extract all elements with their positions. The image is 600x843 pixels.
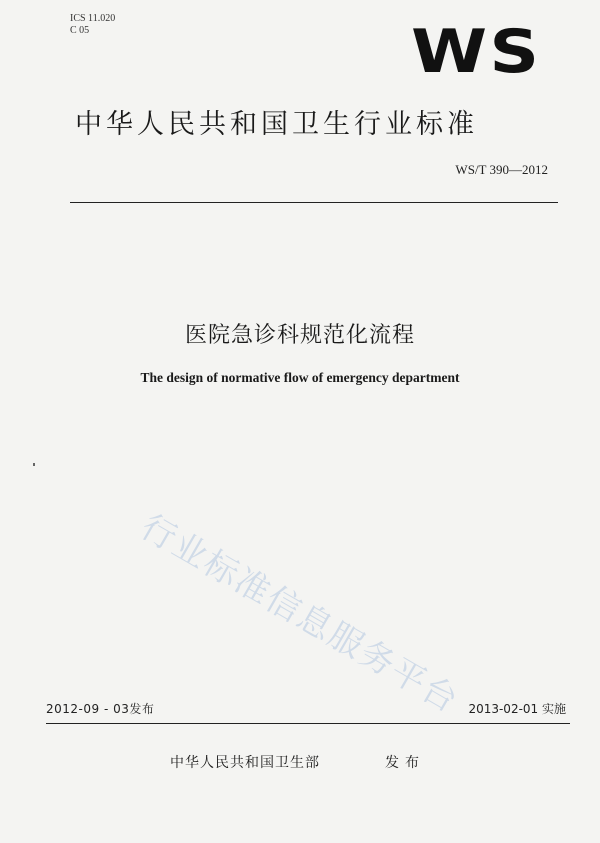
document-title-english: The design of normative flow of emergency department <box>140 370 460 385</box>
implementation-date: 2013-02-01 实施 <box>468 702 566 716</box>
footer-divider <box>46 723 570 724</box>
ics-code: ICS 11.020 <box>70 13 116 24</box>
standard-number: WS/T 390—2012 <box>455 162 548 177</box>
issuing-authority: 中华人民共和国卫生部 <box>170 755 320 771</box>
scan-speck <box>33 463 35 466</box>
header-divider <box>70 202 558 203</box>
standard-category-title: 中华人民共和国卫生行业标准 <box>75 109 478 140</box>
ccs-code: C 05 <box>70 25 90 36</box>
date-row <box>46 700 566 717</box>
issued-label: 发布 <box>385 755 425 771</box>
ws-logo: WS <box>411 17 542 87</box>
classification-codes <box>70 13 115 37</box>
issue-date: 2012-09 - 03发布 <box>46 702 155 716</box>
watermark: 行业标准信息服务平台 <box>134 506 466 722</box>
document-title-chinese: 医院急诊科规范化流程 <box>184 323 415 348</box>
